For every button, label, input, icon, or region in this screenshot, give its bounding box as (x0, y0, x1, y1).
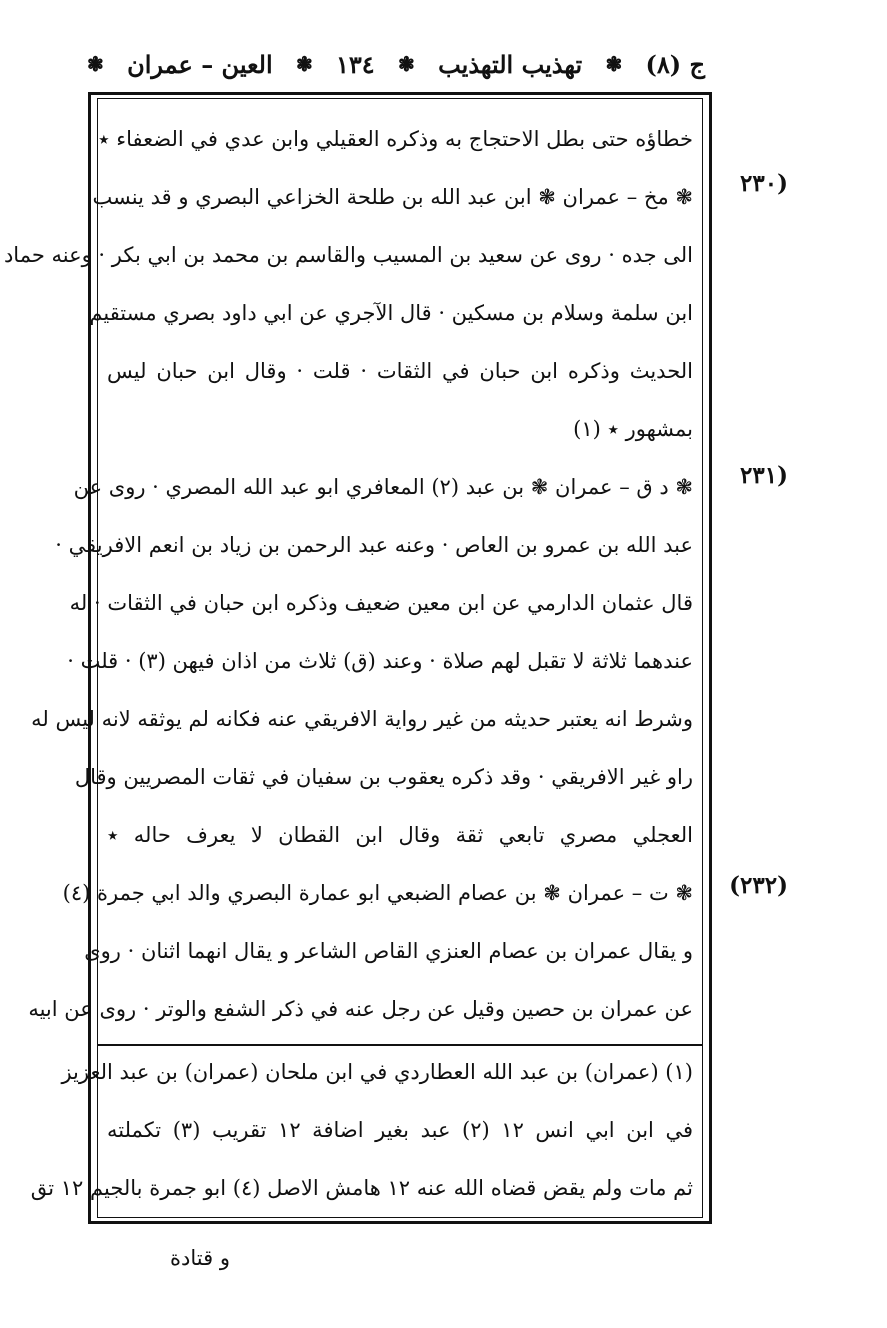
text-line: العجلي مصري تابعي ثقة وقال ابن القطان لا يعرف حاله ٭ (107, 823, 693, 847)
ornament-icon: ❃ (398, 52, 415, 76)
book-title: تهذيب التهذيب (438, 49, 583, 79)
text-line: عبد الله بن عمرو بن العاص · وعنه عبد الرحمن بن زياد بن انعم الافريقي · (55, 533, 693, 557)
entry-heading-line: ❃ مخ – عمران ❃ ابن عبد الله بن طلحة الخزاعي البصري و قد ينسب (92, 185, 693, 209)
text-line: الى جده · روى عن سعيد بن المسيب والقاسم بن محمد بن ابي بكر · وعنه حماد (3, 243, 693, 267)
page-number: ١٣٤ (336, 49, 375, 79)
catchword: و قتادة (170, 1246, 230, 1270)
text-line: قال عثمان الدارمي عن ابن معين ضعيف وذكره ابن حبان في الثقات · له (69, 591, 693, 615)
entry-heading-line: ❃ د ق – عمران ❃ بن عبد (٢) المعافري ابو عبد الله المصري · روى عن (73, 475, 693, 499)
ornament-icon: ❃ (87, 52, 104, 76)
footnote-divider (97, 1044, 703, 1046)
entry-number: (٢٣١ (740, 462, 788, 489)
entry-number: (٢٣٠ (740, 170, 788, 197)
footnote-line: ثم مات ولم يقض قضاه الله عنه ١٢ هامش الاصل (٤) ابو جمرة بالجيم ١٢ تق (30, 1176, 693, 1200)
text-line: وشرط انه يعتبر حديثه من غير رواية الافريقي عنه فكانه لم يوثقه لانه ليس له (31, 707, 693, 731)
footnote-line: (١) (عمران) بن عبد الله العطاردي في ابن ملحان (عمران) بن عبد العزيز (61, 1060, 693, 1084)
text-line: الحديث وذكره ابن حبان في الثقات · قلت · وقال ابن حبان ليس (107, 359, 693, 383)
text-line: راو غير الافريقي · وقد ذكره يعقوب بن سفيان في ثقات المصريين وقال (74, 765, 693, 789)
entry-number: (٢٣٢) (729, 872, 788, 899)
text-line: بمشهور ٭ (١) (573, 417, 693, 441)
footnote-line: في ابن ابي انس ١٢ (٢) عبد بغير اضافة ١٢ تقريب (٣) تكملته (107, 1118, 693, 1142)
running-header (85, 40, 705, 88)
text-line: عندهما ثلاثة لا تقبل لهم صلاة · وعند (ق) ثلاث من اذان فيهن (٣) · قلت · (67, 649, 693, 673)
text-line: خطاؤه حتى بطل الاحتجاج به وذكره العقيلي وابن عدي في الضعفاء ٭ (98, 127, 693, 151)
text-line: عن عمران بن حصين وقيل عن رجل عنه في ذكر الشفع والوتر · روى عن ابيه (28, 997, 693, 1021)
ornament-icon: ❃ (295, 52, 313, 76)
section-title: العين – عمران (127, 49, 273, 79)
volume-label: ج (٨) (645, 49, 705, 79)
ornament-icon: ❃ (605, 52, 623, 76)
text-line: و يقال عمران بن عصام العنزي القاص الشاعر و يقال انهما اثنان · روى (84, 939, 693, 963)
text-line: ابن سلمة وسلام بن مسكين · قال الآجري عن ابي داود بصري مستقيم (89, 301, 693, 325)
entry-heading-line: ❃ ت – عمران ❃ بن عصام الضبعي ابو عمارة البصري والد ابي جمرة (٤) (62, 881, 693, 905)
